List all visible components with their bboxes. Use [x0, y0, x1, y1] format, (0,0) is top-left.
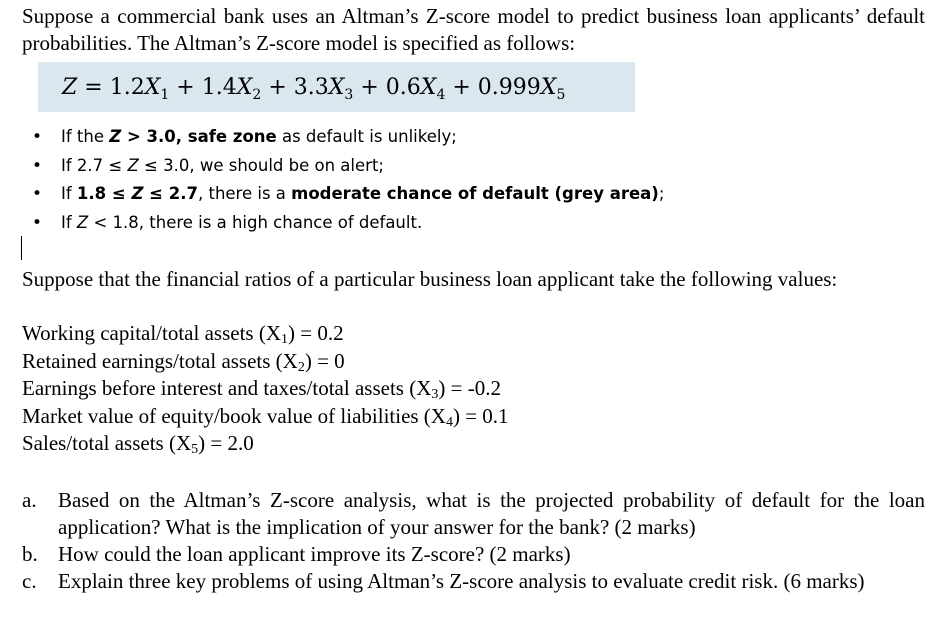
- intro-paragraph: Suppose a commercial bank uses an Altman’s Z-score model to predict business loan applicants’ default probabilities. The Altman’s Z-score model is specified as follows:: [22, 4, 925, 55]
- question-item: [22, 487, 925, 541]
- question-item: [22, 568, 925, 595]
- applicant-paragraph: Suppose that the financial ratios of a particular business loan applicant take the following values:: [22, 267, 838, 291]
- rule-safe-zone: • If the Z > 3.0, safe zone as default is unlikely;: [32, 123, 664, 152]
- question-text: How could the loan applicant improve its Z-score? (2 marks): [58, 542, 571, 566]
- question-text: Explain three key problems of using Altman’s Z-score analysis to evaluate credit risk. (6 marks): [58, 569, 865, 593]
- ratio-line: Working capital/total assets $(X_1) = 0.2$: [22, 321, 344, 347]
- rule-high-risk: • If Z < 1.8, there is a high chance of default.: [32, 209, 664, 238]
- formula-term: $0.6X_4$: [385, 75, 446, 103]
- ratio-line: Earnings before interest and taxes/total assets $(X_3) = -0.2$: [22, 376, 501, 403]
- ratio-line: Market value of equity/book value of liabilities $(X_4) = 0.1$: [22, 403, 509, 430]
- formula-lhs: Z: [62, 75, 78, 100]
- question-label: a.: [22, 488, 37, 512]
- rule-grey-area: • If 1.8 ≤ Z ≤ 2.7, there is a moderate chance of default (grey area);: [32, 180, 664, 209]
- financial-ratios: [22, 320, 509, 458]
- bullet-icon: •: [32, 155, 43, 176]
- formula-equals: =: [77, 75, 110, 100]
- decision-rules-list: [32, 123, 664, 237]
- question-item: [22, 541, 925, 568]
- ratio-line: Sales/total assets $(X_5) = 2.0$: [22, 431, 254, 458]
- question-list: [22, 487, 925, 595]
- z-score-formula: $Z = 1.2X_1 + 1.4X_2 + 3.3X_3 + 0.6X_4 + 0.999X_5$: [62, 75, 566, 103]
- question-text: Based on the Altman’s Z-score analysis, what is the projected probability of default for the loan application? What is the implication of your answer for the bank? (2 marks): [58, 488, 925, 539]
- bullet-icon: •: [32, 184, 43, 204]
- formula-term: $1.4X_2$: [201, 75, 262, 103]
- bullet-icon: •: [32, 127, 43, 147]
- ratio-line: Retained earnings/total assets $(X_2) = 0$: [22, 348, 345, 375]
- bullet-icon: •: [32, 212, 43, 233]
- text-cursor: [21, 236, 22, 260]
- question-label: b.: [22, 542, 38, 566]
- question-label: c.: [22, 569, 37, 593]
- rule-alert: • If 2.7 ≤ Z ≤ 3.0, we should be on alert;: [32, 152, 664, 181]
- formula-term: $3.3X_3$: [293, 75, 354, 103]
- formula-term: $0.999X_5$: [477, 75, 566, 103]
- formula-term: $1.2X_1$: [109, 75, 170, 103]
